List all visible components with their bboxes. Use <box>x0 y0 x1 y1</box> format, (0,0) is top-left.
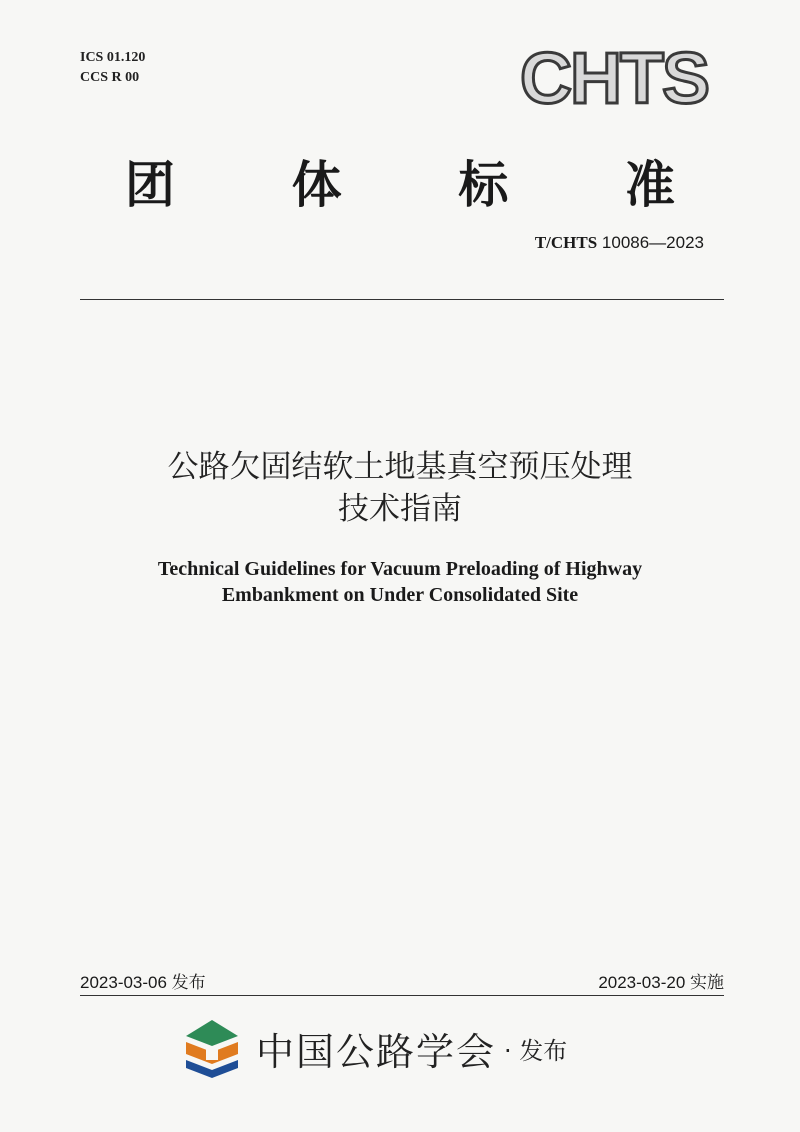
doc-type-char: 体 <box>291 156 342 214</box>
chinese-title-line2: 技术指南 <box>338 491 462 527</box>
english-title <box>0 556 800 608</box>
society-emblem-icon <box>180 1016 244 1080</box>
publisher-suffix: · 发布 <box>504 1036 568 1065</box>
doc-type-char: 团 <box>125 156 175 214</box>
standard-prefix: T/CHTS <box>534 233 598 252</box>
doc-type-char: 标 <box>458 156 509 214</box>
english-title-line2: Embankment on Under Consolidated Site <box>221 584 579 606</box>
publisher-name: 中国公路学会 <box>256 1029 497 1074</box>
ics-code: ICS 01.120 <box>80 50 146 65</box>
classification-codes <box>80 48 145 88</box>
chinese-title <box>0 446 800 530</box>
english-title-line1: Technical Guidelines for Vacuum Preloading of Highway <box>157 558 643 580</box>
document-type-heading <box>80 150 720 220</box>
standard-number <box>535 233 704 253</box>
release-date: 2023-03-06 发布 <box>80 973 206 992</box>
date-row <box>80 970 724 996</box>
publisher-block <box>180 1016 567 1080</box>
standard-code: 10086—2023 <box>601 233 704 252</box>
ccs-code: CCS R 00 <box>80 70 140 85</box>
bottom-divider <box>80 995 724 996</box>
chts-logo: CHTS <box>520 39 708 119</box>
top-divider <box>80 299 724 300</box>
doc-type-char: 准 <box>624 156 675 214</box>
chinese-title-line1: 公路欠固结软土地基真空预压处理 <box>167 449 633 485</box>
implementation-date: 2023-03-20 实施 <box>598 973 724 992</box>
